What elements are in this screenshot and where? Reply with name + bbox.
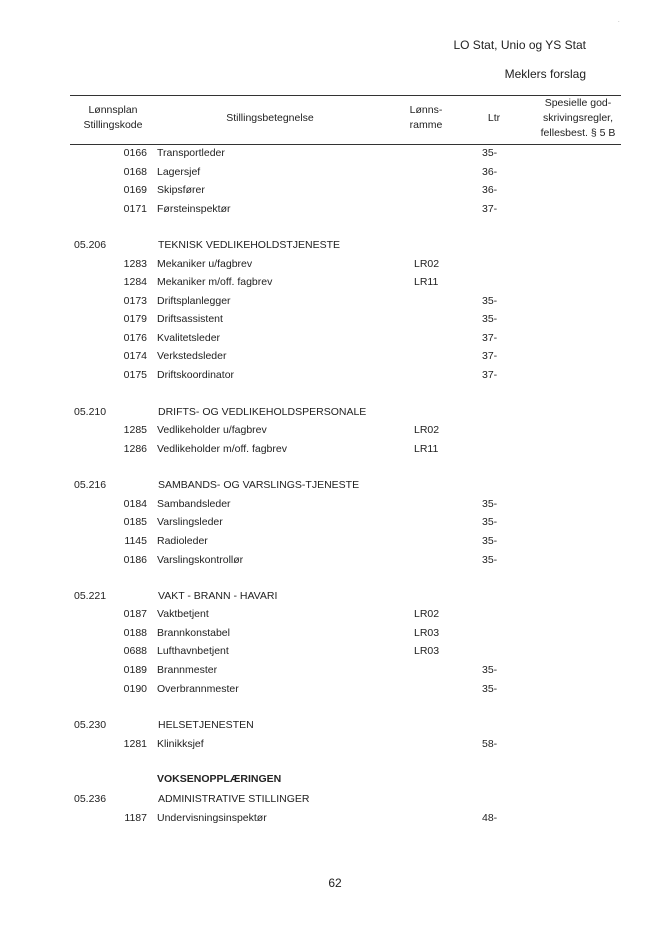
row-title: Vaktbetjent [157, 608, 209, 620]
row-position-code: 0166 [123, 147, 147, 159]
row-position-code: 1145 [124, 535, 147, 547]
row-position-code: 1187 [124, 812, 147, 824]
table-row [0, 662, 670, 678]
table-row [0, 717, 670, 733]
table-row [0, 552, 670, 568]
row-ltr: 37- [482, 332, 498, 344]
col-header-title: Stillingsbetegnelse [226, 112, 314, 124]
row-title: Driftsassistent [157, 313, 223, 325]
row-ltr: 35- [482, 535, 498, 547]
table-row [0, 606, 670, 622]
table-row [0, 477, 670, 493]
row-position-code: 0174 [123, 350, 147, 362]
col-header-ramme-line2: ramme [409, 119, 443, 131]
row-title: Overbrannmester [157, 683, 239, 695]
row-title: Sambandsleder [157, 498, 231, 510]
table-row [0, 237, 670, 253]
row-title: DRIFTS- OG VEDLIKEHOLDSPERSONALE [158, 406, 367, 418]
table-row [0, 201, 670, 217]
table-row [0, 274, 670, 290]
header-agreement: LO Stat, Unio og YS Stat [453, 38, 586, 52]
row-group-code: 05.221 [74, 590, 107, 602]
col-header-spes-line1: Spesielle god- [544, 97, 612, 109]
row-title: SAMBANDS- OG VARSLINGS-TJENESTE [158, 479, 360, 491]
row-position-code: 0185 [123, 516, 147, 528]
table-row [0, 588, 670, 604]
row-ltr: 35- [482, 554, 498, 566]
row-position-code: 1285 [123, 424, 147, 436]
row-position-code: 1284 [123, 276, 147, 288]
row-title: Verkstedsleder [157, 350, 227, 362]
row-group-code: 05.236 [74, 793, 107, 805]
row-position-code: 1283 [123, 258, 147, 270]
row-position-code: 1281 [123, 738, 147, 750]
row-title: Brannmester [157, 664, 218, 676]
row-ltr: 35- [482, 516, 498, 528]
table-row [0, 367, 670, 383]
row-position-code: 0171 [123, 203, 147, 215]
row-position-code: 0190 [123, 683, 147, 695]
row-title: Mekaniker m/off. fagbrev [157, 276, 273, 288]
row-wage-frame: LR03 [414, 645, 440, 657]
row-title: ADMINISTRATIVE STILLINGER [158, 793, 310, 805]
row-wage-frame: LR02 [414, 424, 440, 436]
row-position-code: 0188 [123, 627, 147, 639]
row-title: VAKT - BRANN - HAVARI [158, 590, 278, 602]
table-row [0, 681, 670, 697]
corner-mark: . [618, 18, 620, 24]
table-row [0, 791, 670, 807]
table-row [0, 496, 670, 512]
row-position-code: 0688 [123, 645, 147, 657]
col-header-plan [70, 103, 156, 133]
row-ltr: 48- [482, 812, 498, 824]
row-wage-frame: LR11 [414, 443, 439, 455]
table-row [0, 182, 670, 198]
row-title: Transportleder [157, 147, 225, 159]
col-header-ramme [395, 103, 457, 133]
table-row [0, 311, 670, 327]
table-row [0, 293, 670, 309]
row-group-code: 05.206 [74, 239, 107, 251]
row-ltr: 35- [482, 147, 498, 159]
row-position-code: 0189 [123, 664, 147, 676]
row-title: Skipsfører [157, 184, 205, 196]
table-row [0, 736, 670, 752]
row-position-code: 0169 [123, 184, 147, 196]
table-row [0, 810, 670, 826]
table-row [0, 533, 670, 549]
col-header-ramme-line1: Lønns- [409, 104, 443, 116]
row-title: Undervisningsinspektør [157, 812, 267, 824]
row-title: Lufthavnbetjent [157, 645, 229, 657]
table-row [0, 404, 670, 420]
row-title: Varslingsleder [157, 516, 223, 528]
col-header-spes-line2: skrivingsregler, [542, 112, 614, 124]
table-row [0, 164, 670, 180]
row-title: Driftsplanlegger [157, 295, 231, 307]
row-title: VOKSENOPPLÆRINGEN [157, 773, 282, 785]
col-header-spes [532, 96, 624, 141]
row-title: Radioleder [157, 535, 208, 547]
row-wage-frame: LR03 [414, 627, 440, 639]
col-header-plan-line2: Stillingskode [83, 119, 143, 131]
row-wage-frame: LR11 [414, 276, 439, 288]
row-position-code: 0187 [123, 608, 147, 620]
row-position-code: 0176 [123, 332, 147, 344]
row-ltr: 36- [482, 166, 498, 178]
table-row [0, 441, 670, 457]
row-wage-frame: LR02 [414, 608, 440, 620]
row-group-code: 05.216 [74, 479, 107, 491]
row-title: Klinikksjef [157, 738, 204, 750]
table-row [0, 330, 670, 346]
table-row [0, 348, 670, 364]
row-title: TEKNISK VEDLIKEHOLDSTJENESTE [158, 239, 341, 251]
row-group-code: 05.210 [74, 406, 107, 418]
table-row [0, 771, 670, 787]
row-ltr: 35- [482, 664, 498, 676]
row-ltr: 35- [482, 295, 498, 307]
row-group-code: 05.230 [74, 719, 107, 731]
row-title: Kvalitetsleder [157, 332, 221, 344]
row-ltr: 35- [482, 313, 498, 325]
row-title: Lagersjef [157, 166, 201, 178]
row-title: Brannkonstabel [157, 627, 230, 639]
row-title: Driftskoordinator [157, 369, 235, 381]
row-position-code: 1286 [123, 443, 147, 455]
row-title: Varslingskontrollør [157, 554, 244, 566]
row-ltr: 37- [482, 369, 498, 381]
table-row [0, 422, 670, 438]
table-row [0, 643, 670, 659]
row-ltr: 37- [482, 350, 498, 362]
table-row [0, 256, 670, 272]
row-wage-frame: LR02 [414, 258, 440, 270]
row-ltr: 35- [482, 683, 498, 695]
row-ltr: 37- [482, 203, 498, 215]
col-header-ltr: Ltr [487, 112, 501, 124]
row-position-code: 0175 [123, 369, 147, 381]
page-number: 62 [328, 876, 342, 890]
row-ltr: 35- [482, 498, 498, 510]
col-header-spes-line3: fellesbest. § 5 B [540, 127, 616, 139]
table-row [0, 514, 670, 530]
row-title: Mekaniker u/fagbrev [157, 258, 253, 270]
row-title: Vedlikeholder u/fagbrev [157, 424, 267, 436]
row-position-code: 0168 [123, 166, 147, 178]
row-position-code: 0184 [123, 498, 147, 510]
row-title: HELSETJENESTEN [158, 719, 254, 731]
row-position-code: 0179 [123, 313, 147, 325]
row-ltr: 36- [482, 184, 498, 196]
row-position-code: 0186 [123, 554, 147, 566]
row-title: Førsteinspektør [157, 203, 231, 215]
table-row [0, 145, 670, 161]
row-ltr: 58- [482, 738, 498, 750]
row-title: Vedlikeholder m/off. fagbrev [157, 443, 287, 455]
row-position-code: 0173 [123, 295, 147, 307]
col-header-plan-line1: Lønnsplan [88, 104, 138, 116]
table-row [0, 625, 670, 641]
header-proposal: Meklers forslag [504, 67, 586, 81]
